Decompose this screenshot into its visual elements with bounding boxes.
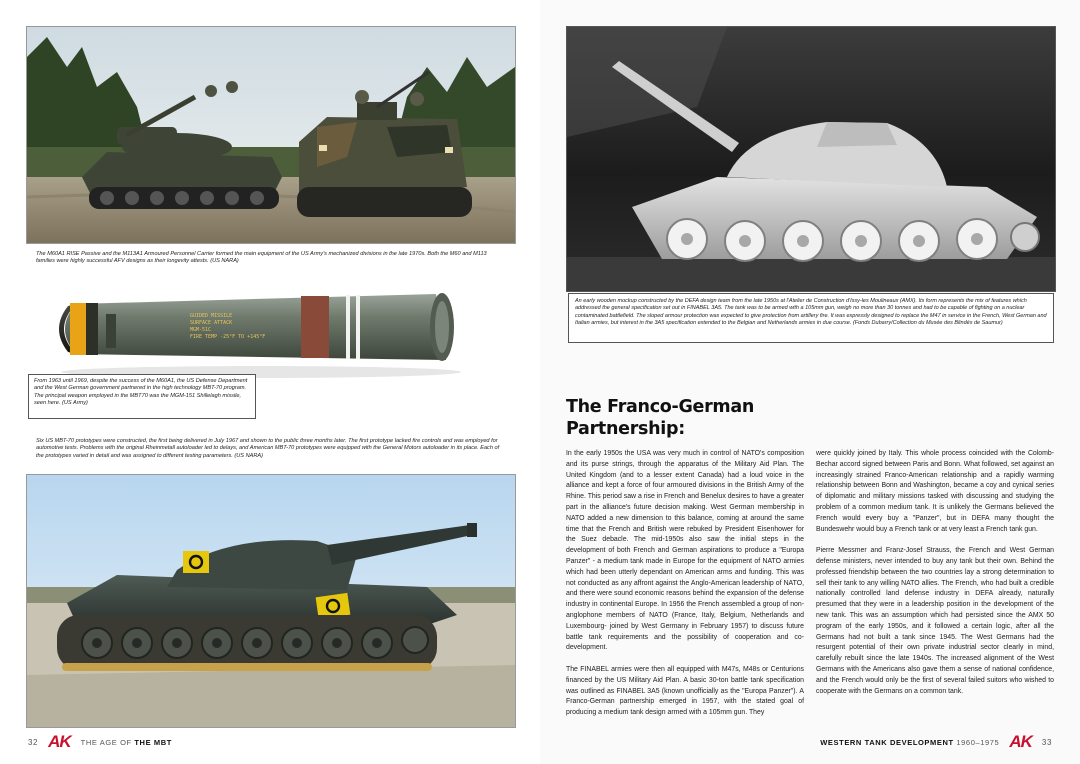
missile-illustration — [46, 282, 486, 382]
left-folio — [28, 732, 172, 752]
section-heading — [566, 396, 754, 440]
right-page-number: 33 — [1041, 737, 1052, 747]
shillelagh-missile-image — [46, 282, 486, 382]
col1-paragraph-2: The FINABEL armies were then all equipped with M47s, M48s or Centurions financed by the US Military Aid Plan. A basic 30-ton battle tank specification was outlined as FINABEL 3A5 (known unofficially as the "Europa Panzer"). A Franco-German partnership emerged in 1957, with the stated goal of producing a medium tank design armed with a 105mm gun. They — [566, 665, 804, 717]
col2-paragraph-2: Pierre Messmer and Franz-Josef Strauss, the French and West German defense ministers, never intended to buy any tank but their own. Behind the professed friendship between the two countries lay a strong determination to sell their tank to any willing NATO allies. The French, who had built a credible nationally controlled land defense industry in DEFA already, naturally presumed that they were in a leadership position in the development of the new tank. This was an assumption which had persisted since the AMX 50 program of the early 1950s, and it followed a certain logic, after all the Germans had not built a tank since 1945. The West Germans had the resurgent potential of their own private industrial sector clearly in mind, carefully rebuilt since the late 1940s. The increased alignment of the West Germans with the Americans also gave them a sense of national confidence, and the French would only be the first of several failed suitors who wished to cooperate with the Germans on a common tank. — [816, 547, 1054, 695]
running-head-prefix: THE AGE OF — [80, 737, 135, 747]
left-page-number: 32 — [28, 737, 39, 747]
m60-m113-photo — [26, 26, 516, 244]
right-folio — [820, 732, 1052, 752]
mbt70-illustration — [27, 475, 515, 727]
missile-marking-4: FIRE TEMP -25°F TO +145°F — [190, 334, 266, 340]
missile-caption: From 1963 until 1969, despite the success of the M60A1, the US Defense Department and the West German government partnered in the high technology MBT-70 program. The principal weapon employed in the MBT70 was the MGM-151 Shillelagh missile, seen here. (US Army) — [34, 378, 248, 407]
mockup-caption-box — [568, 293, 1054, 343]
defa-mockup-illustration — [567, 27, 1055, 291]
col2-paragraph-1: were quickly joined by Italy. This whole process coincided with the Colomb-Bechar accord signed between Paris and Bonn. What followed, set against an increasingly strained Franco-American relationship and a rapidly warming relationship between Bonn and Washington, became a coy and cynical series of diplomatic and military missions tasked with discussing and studying the problem of a common medium tank. It is unlikely the Germans believed the French would every buy a "Panzer", but in DEFA many thought the Bundeswehr would buy a French tank or at very least a French tank gun. — [816, 450, 1054, 533]
running-head: WESTERN TANK DEVELOPMENT — [820, 737, 957, 747]
col1-paragraph-1: In the early 1950s the USA was very much in control of NATO's composition and its purse strings, through the apparatus of the Military Aid Plan. The United Kingdom (and to a lesser extent Canada) had a loud voice in the alliance and kept a force of four armoured divisions in the British Army of the Rhine. This period saw a rise in French and Benelux desires to have a greater part in the alliance's future decision making. West German membership in NATO added a new dimension to this balance, coming at around the same time that the French and British were rebuked by President Eisenhower for the Suez debacle. The mid-1950s also saw the initial steps in the development of both French and German aspirations to produce a "Europa Panzer" - a medium tank made in Europe for the equipment of NATO armies which had been utterly dependant on American arms and funding. This was not conducted as any affront against the Anglo-American leadership of NATO, and there were sound economic reasons behind the expansion of the defense industry in continental Europe. In 1956 the French assembled a group of non-anglophone members of NATO (France, Italy, Belgium, Netherlands and Luxembourg- joined by West Germany in February 1957) to discuss future battle tank requirements and the possibility of cooperation and co-development. — [566, 450, 804, 652]
running-head-bold: THE MBT — [134, 737, 172, 747]
m60-m113-illustration — [27, 27, 515, 243]
m60-m113-caption: The M60A1 RISE Passive and the M113A1 Armoured Personnel Carrier formed the main equipment of the US Army's mechanized divisions in the late 1970s. Both the M60 and M113 families were highly successful AFV designs as their longevity attests. (US NARA) — [36, 251, 487, 265]
missile-marking-3: MGM-51C — [190, 327, 212, 333]
ak-logo-left: AK — [48, 732, 71, 751]
body-column-2 — [816, 449, 1054, 708]
running-head-years: 1960–1975 — [956, 737, 1000, 747]
right-page — [540, 0, 1080, 764]
missile-marking-2: SURFACE ATTACK — [190, 320, 233, 326]
heading-line-1: The Franco-German — [566, 397, 755, 417]
missile-marking-1: GUIDED MISSILE — [190, 313, 233, 319]
left-running-head — [81, 738, 172, 747]
missile-caption-box — [28, 374, 256, 419]
body-column-1 — [566, 449, 804, 730]
mockup-caption: An early wooden mockup constructed by the DEFA design team from the late 1950s at l'Atelier de Construction d'Issy-les Moulineaux (AMX). Its form represents the mix of features which addressed the general specification set out in FINABEL 3A5. The tank was to be armed with a 105mm gun, weigh no more than 30 tonnes and had to be capable of fighting on a nuclear contaminated battlefield. The sloped armour protection was expected to give protection from artillery fire. It was expressly designed to replace the M47 in service in the French, West German and Italian armies, but interest in the 3A5 specification extended to the Belgian and Netherlands armies in due course. (Fonds Dubarry/Collection du Musée des Blindés de Saumur) — [575, 298, 1047, 326]
defa-mockup-photo — [566, 26, 1056, 292]
mbt70-caption: Six US MBT-70 prototypes were constructed, the first being delivered in July 1967 and shown to the public three months later. The first prototype lacked fire controls and was employed for automotive tests. Problems with the original Rheinmetall autoloader led to delays, and American MBT-70 prototypes were equipped with the General Motors autoloader in its place. Each of the prototypes varied in detail and was assigned to different testing parameters. (US NARA) — [36, 438, 500, 459]
heading-line-2: Partnership: — [566, 419, 685, 439]
ak-logo-right: AK — [1009, 732, 1032, 751]
mbt70-photo — [26, 474, 516, 728]
right-running-head — [820, 738, 999, 747]
